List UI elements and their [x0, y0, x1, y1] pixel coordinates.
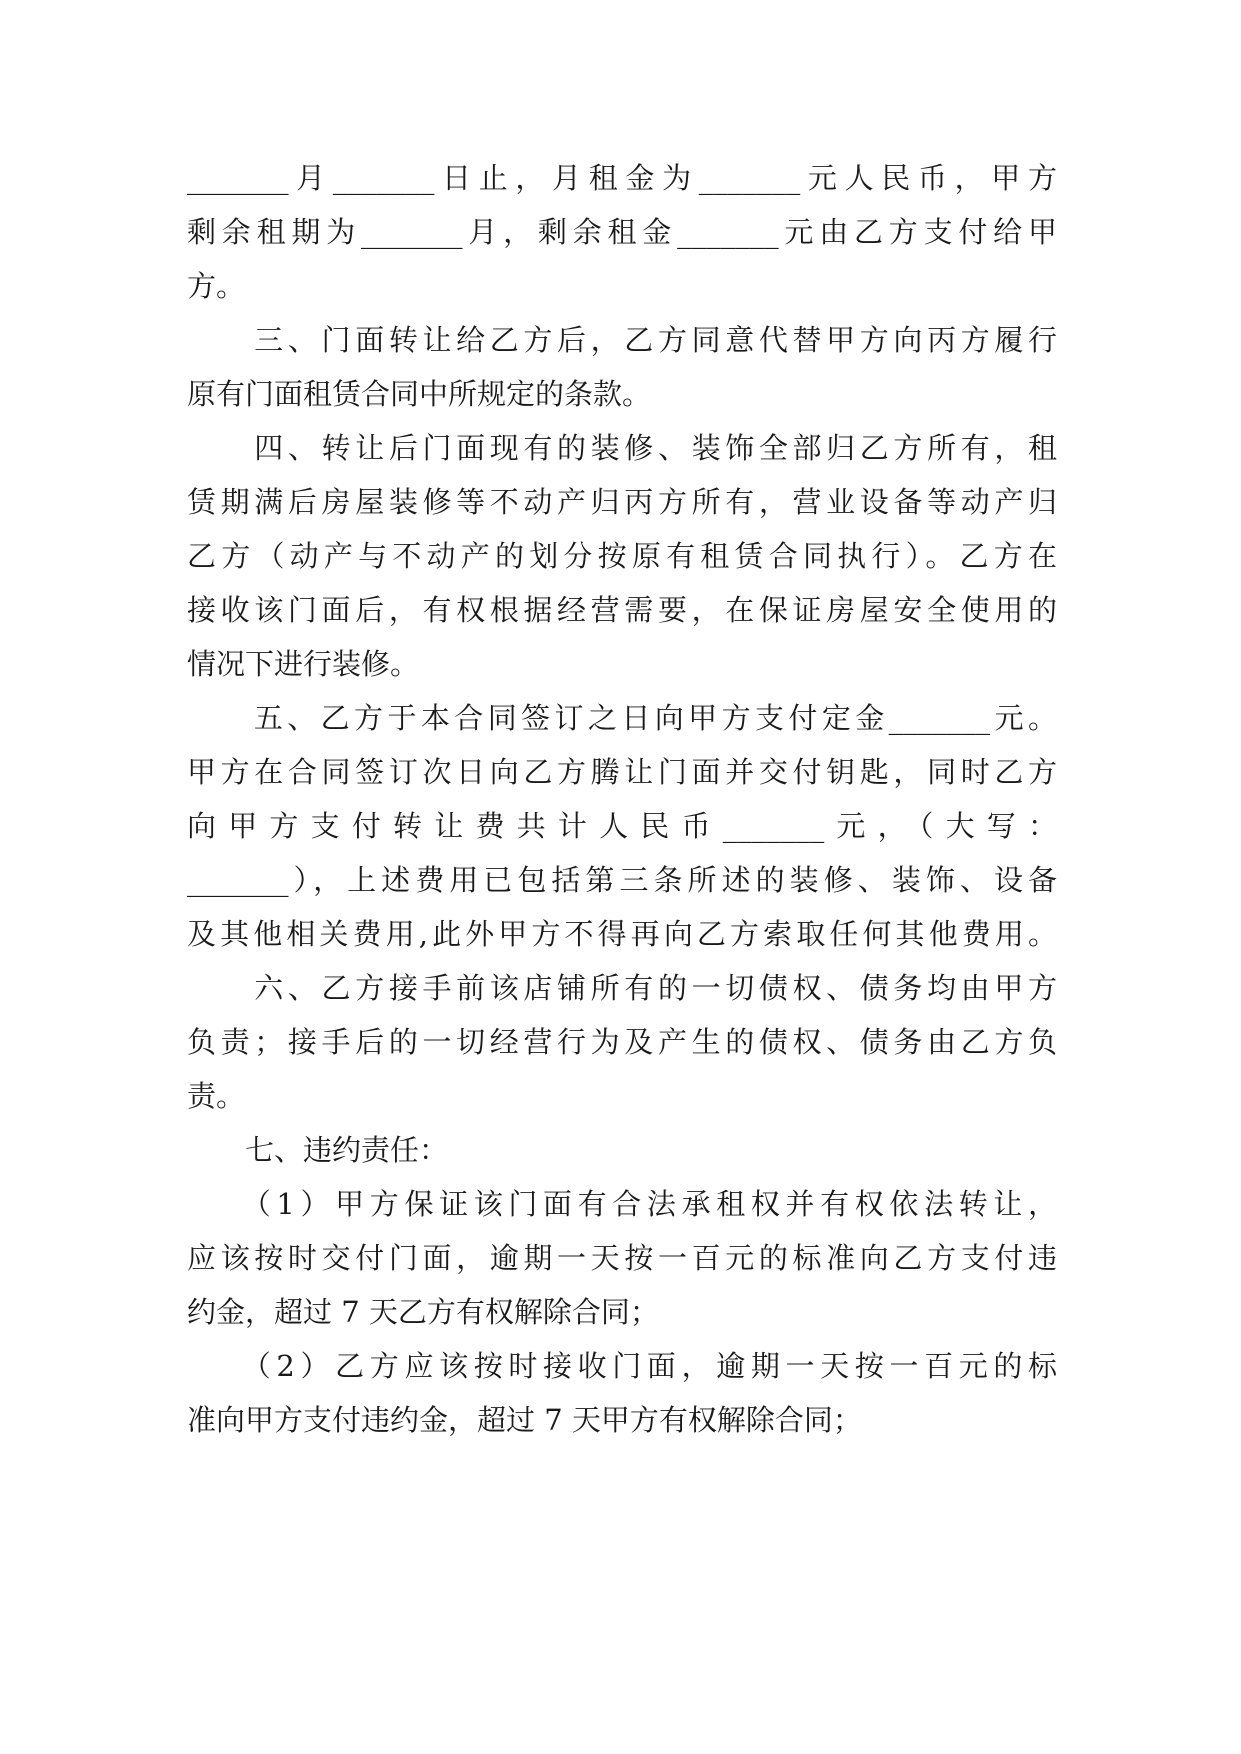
text-line: 三、门面转让给乙方后，乙方同意代替甲方向丙方履行: [187, 323, 1057, 357]
text-line: 原有门面租赁合同中所规定的条款。: [187, 377, 652, 411]
text-line: 乙方（动产与不动产的划分按原有租赁合同执行）。乙方在: [187, 539, 1057, 573]
text-line: 剩余租期为_______月，剩余租金_______元由乙方支付给甲: [187, 215, 1057, 249]
text-line: 及其他相关费用,此外甲方不得再向乙方索取任何其他费用。: [187, 917, 1057, 951]
text-line: （1）甲方保证该门面有合法承租权并有权依法转让，: [187, 1187, 1057, 1221]
text-line: 责。: [187, 1079, 246, 1113]
text-line: 约金，超过 7 天乙方有权解除合同；: [187, 1295, 659, 1329]
text-line: 五、乙方于本合同签订之日向甲方支付定金_______元。: [187, 701, 1057, 735]
text-line: 接收该门面后，有权根据经营需要，在保证房屋安全使用的: [187, 593, 1057, 627]
text-line: 负责；接手后的一切经营行为及产生的债权、债务由乙方负: [187, 1025, 1057, 1059]
text-line: _______），上述费用已包括第三条所述的装修、装饰、设备: [187, 863, 1057, 897]
text-line: 方。: [187, 269, 246, 303]
text-line: 情况下进行装修。: [187, 647, 420, 681]
text-line: 向甲方支付转让费共计人民币_______元，（大写：: [187, 809, 1057, 843]
text-line: （2）乙方应该按时接收门面，逾期一天按一百元的标: [187, 1349, 1057, 1383]
text-line: 甲方在合同签订次日向乙方腾让门面并交付钥匙，同时乙方: [187, 755, 1057, 789]
text-line: 六、乙方接手前该店铺所有的一切债权、债务均由甲方: [187, 971, 1057, 1005]
text-line: 四、转让后门面现有的装修、装饰全部归乙方所有，租: [187, 431, 1057, 465]
text-line: 应该按时交付门面，逾期一天按一百元的标准向乙方支付违: [187, 1241, 1057, 1275]
section-heading: 七、违约责任：: [187, 1133, 449, 1167]
text-line: _______月_______日止，月租金为_______元人民币，甲方: [187, 161, 1057, 195]
text-line: 赁期满后房屋装修等不动产归丙方所有，营业设备等动产归: [187, 485, 1057, 519]
text-line: 准向甲方支付违约金，超过 7 天甲方有权解除合同；: [187, 1403, 862, 1437]
